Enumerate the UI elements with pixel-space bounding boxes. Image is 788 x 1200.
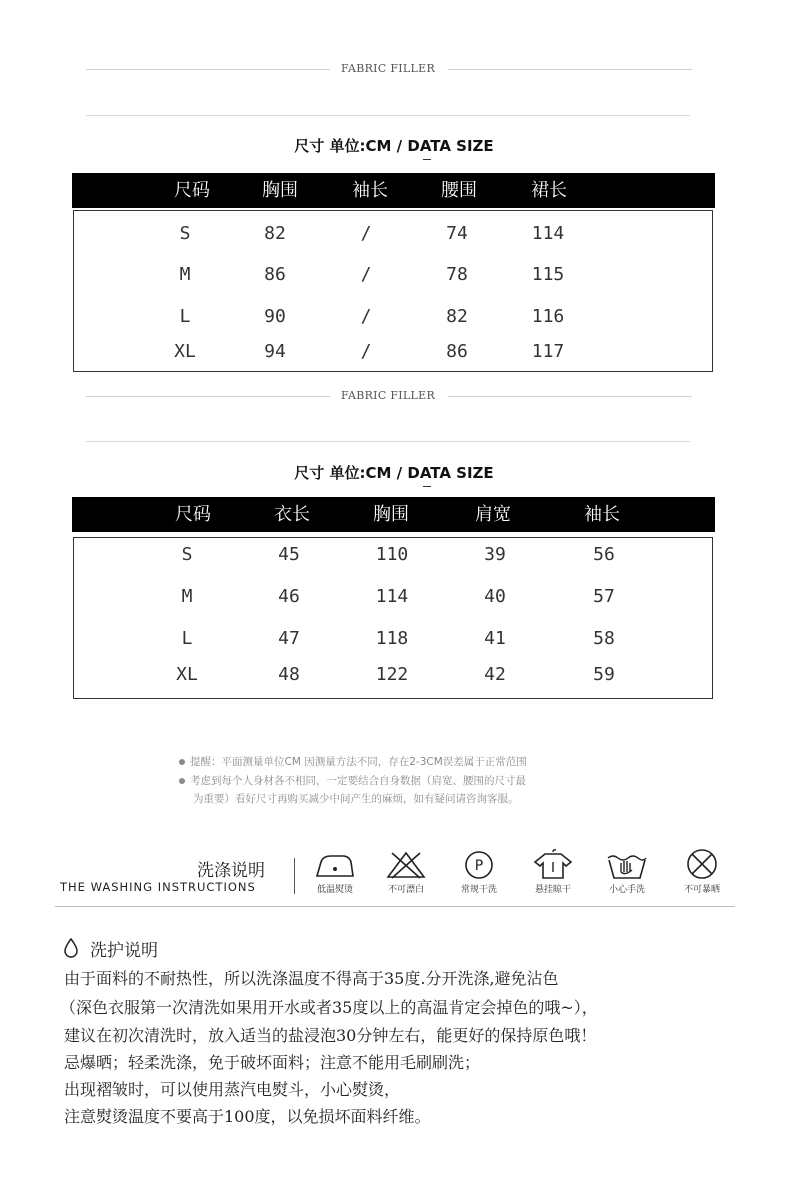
table-cell: 56 — [593, 544, 615, 565]
note-line — [179, 754, 527, 769]
wash-label: 悬挂晾干 — [534, 885, 571, 895]
filler-line-left — [86, 69, 330, 70]
table-cell: 58 — [593, 628, 615, 649]
note-line — [179, 773, 526, 788]
header-skirt-length: 裙长 — [531, 180, 567, 201]
washing-bottom-line — [55, 906, 735, 907]
title-underline — [423, 159, 431, 160]
table-cell: / — [360, 223, 372, 244]
header-sleeve: 袖长 — [352, 180, 388, 201]
size-table-header — [72, 173, 715, 208]
table-cell: 74 — [446, 223, 468, 244]
table-cell: 40 — [484, 586, 506, 607]
wash-label: 不可暴晒 — [683, 885, 720, 895]
fabric-filler-label: FABRIC FILLER — [341, 389, 436, 402]
table-cell: S — [179, 223, 191, 244]
table-cell: 82 — [446, 306, 468, 327]
table-cell: 114 — [531, 223, 565, 244]
note-text: 考虑到每个人身材各不相同，一定要结合自身数据（肩宽、腰围的尺寸最 — [190, 775, 526, 787]
wash-label: 不可漂白 — [387, 885, 424, 895]
table-cell: 116 — [531, 306, 565, 327]
care-text-line: 忌爆晒；轻柔洗涤，免于破坏面料；注意不能用毛刷刷洗； — [64, 1053, 481, 1072]
table-cell: 46 — [278, 586, 300, 607]
note-text: 为重要）看好尺寸再购买减少中间产生的麻烦，如有疑问请咨询客服。 — [193, 793, 519, 805]
header-waist: 腰围 — [441, 180, 477, 201]
size-table-header — [72, 497, 715, 532]
table-cell: 118 — [375, 628, 409, 649]
header-bust: 胸围 — [262, 180, 298, 201]
filler-line-right — [448, 69, 692, 70]
no-bleach-icon — [374, 850, 438, 895]
table-cell: 86 — [446, 341, 468, 362]
table-cell: 47 — [278, 628, 300, 649]
header-bust: 胸围 — [373, 504, 409, 525]
washing-title-en: THE WASHING INSTRUCTIONS — [60, 880, 256, 894]
table-cell: 117 — [531, 341, 565, 362]
bullet-icon — [179, 759, 185, 765]
table-cell: 41 — [484, 628, 506, 649]
wash-label: 低温熨烫 — [316, 885, 353, 895]
table-cell: 45 — [278, 544, 300, 565]
care-text-line: 由于面料的不耐热性，所以洗涤温度不得高于35度.分开洗涤,避免沾色 — [64, 969, 559, 988]
table-cell: XL — [176, 664, 198, 685]
table-cell: 57 — [593, 586, 615, 607]
table-cell: 115 — [531, 264, 565, 285]
table-cell: 78 — [446, 264, 468, 285]
section-divider — [86, 115, 690, 116]
table-cell: 59 — [593, 664, 615, 685]
svg-text:P: P — [474, 858, 484, 874]
washing-divider — [294, 858, 295, 894]
header-sleeve: 袖长 — [584, 504, 620, 525]
header-size: 尺码 — [175, 504, 211, 525]
table-cell: 86 — [264, 264, 286, 285]
note-line — [193, 791, 519, 806]
table-cell: 94 — [264, 341, 286, 362]
size-table-title: 尺寸 单位:CM / DATA SIZE — [294, 137, 494, 155]
note-text: 提醒：平面测量单位CM 因测量方法不同，存在2-3CM误差属于正常范围 — [190, 756, 527, 768]
wash-label: 常规干洗 — [460, 885, 497, 895]
table-cell: / — [360, 264, 372, 285]
filler-line-right — [448, 396, 692, 397]
no-sun-icon — [670, 848, 734, 895]
title-underline — [423, 486, 431, 487]
care-text-line: 注意熨烫温度不要高于100度，以免损坏面料纤维。 — [64, 1107, 431, 1126]
table-cell: XL — [174, 341, 196, 362]
size-table-body — [73, 537, 713, 699]
hand-wash-icon — [595, 848, 659, 895]
table-cell: 114 — [375, 586, 409, 607]
dry-clean-icon — [447, 850, 511, 895]
table-cell: M — [181, 586, 193, 607]
wash-label: 小心手洗 — [608, 885, 645, 895]
table-cell: M — [179, 264, 191, 285]
table-cell: L — [179, 306, 191, 327]
table-cell: 39 — [484, 544, 506, 565]
water-drop-icon — [64, 938, 78, 962]
size-table-body — [73, 210, 713, 372]
header-size: 尺码 — [174, 180, 210, 201]
hang-dry-icon — [521, 848, 585, 895]
table-cell: L — [181, 628, 193, 649]
table-cell: 48 — [278, 664, 300, 685]
table-cell: / — [360, 306, 372, 327]
low-iron-icon — [303, 850, 367, 895]
bullet-icon — [179, 778, 185, 784]
care-text-line: 出现褶皱时，可以使用蒸汽电熨斗，小心熨烫， — [64, 1080, 401, 1099]
care-title: 洗护说明 — [90, 941, 158, 961]
care-text-line: （深色衣服第一次清洗如果用开水或者35度以上的高温肯定会掉色的哦~）， — [60, 998, 598, 1017]
section-divider — [86, 441, 690, 442]
table-cell: / — [360, 341, 372, 362]
size-table-title: 尺寸 单位:CM / DATA SIZE — [294, 464, 494, 482]
table-cell: 42 — [484, 664, 506, 685]
table-cell: 82 — [264, 223, 286, 244]
filler-line-left — [86, 396, 330, 397]
header-length: 衣长 — [274, 504, 310, 525]
washing-title-cn: 洗涤说明 — [197, 861, 265, 881]
table-cell: 90 — [264, 306, 286, 327]
care-text-line: 建议在初次清洗时，放入适当的盐浸泡30分钟左右，能更好的保持原色哦！ — [64, 1026, 597, 1045]
table-cell: 122 — [375, 664, 409, 685]
table-cell: 110 — [375, 544, 409, 565]
table-cell: S — [181, 544, 193, 565]
header-shoulder: 肩宽 — [475, 504, 511, 525]
fabric-filler-label: FABRIC FILLER — [341, 62, 436, 75]
